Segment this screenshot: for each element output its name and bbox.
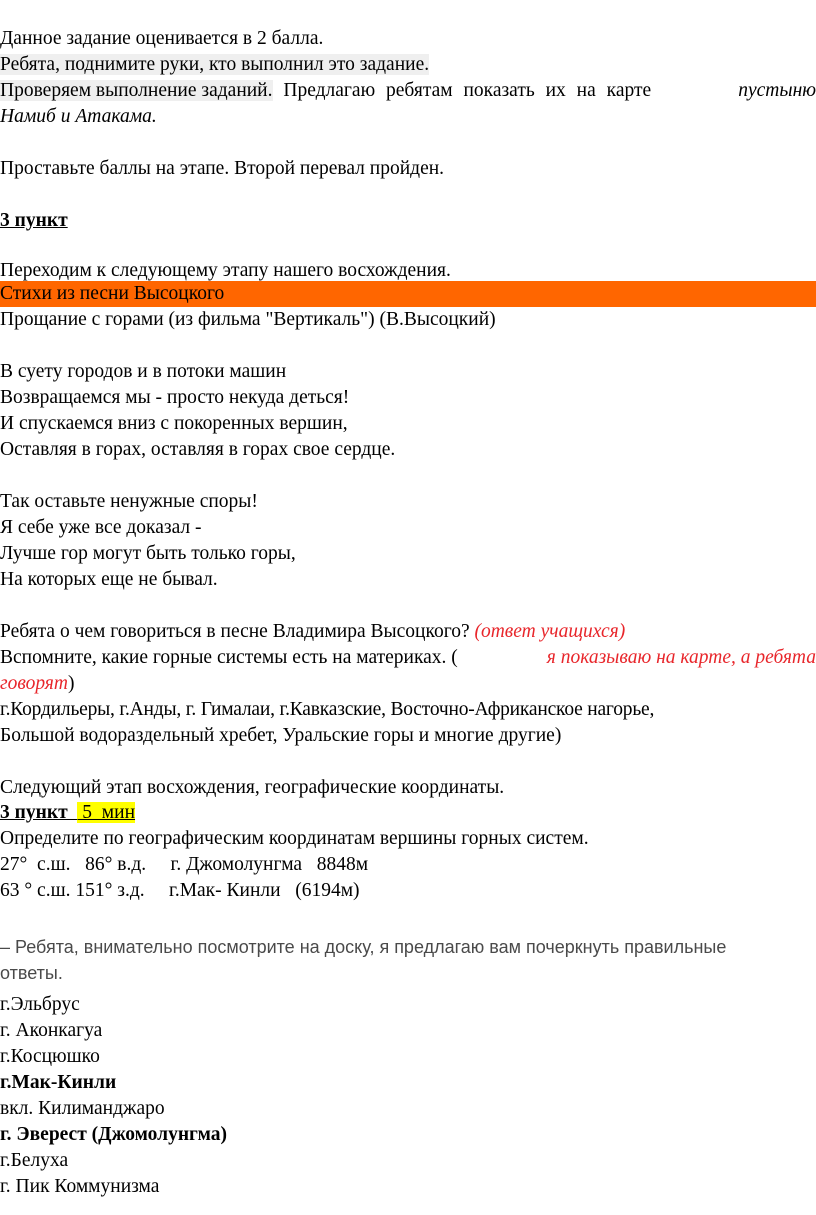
section-2-heading	[0, 800, 135, 826]
poem-line: На которых еще не бывал.	[0, 569, 218, 590]
peak-item-correct: г. Эверест (Джомолунгма)	[0, 1124, 228, 1145]
poem-line: В суету городов и в потоки машин	[0, 361, 287, 382]
intro-line-3a: Проверяем выполнение заданий.	[0, 80, 273, 101]
intro-line-2-text: Ребята, поднимите руки, кто выполнил это задание.	[0, 54, 430, 75]
question-1-text: Ребята о чем говориться в песне Владимира Высоцкого?	[0, 621, 470, 642]
poem-line: Оставляя в горах, оставляя в горах свое сердце.	[0, 439, 396, 460]
peak-item: г. Аконкагуа	[0, 1020, 103, 1041]
section-2-line-1: Следующий этап восхождения, географические координаты.	[0, 777, 505, 798]
intro-line-3b: Предлагаю ребятам показать их на карте	[272, 80, 652, 101]
intro-line-1: Данное задание оценивается в 2 балла.	[0, 28, 324, 49]
peak-item: г.Эльбрус	[0, 994, 80, 1015]
poem-line: Так оставьте ненужные споры!	[0, 491, 258, 512]
time-badge: 5 мин	[77, 802, 136, 823]
question-2-cont	[0, 671, 74, 697]
board-line-2: ответы.	[0, 963, 63, 983]
peak-item: г.Косцюшко	[0, 1046, 100, 1067]
poem-line: И спускаемся вниз с покоренных вершин,	[0, 413, 348, 434]
intro-line-5: Проставьте баллы на этапе. Второй перевал пройден.	[0, 158, 445, 179]
question-2-note: я показываю на карте, а ребята	[546, 647, 816, 668]
song-banner	[0, 281, 816, 307]
poem-line: Возвращаемся мы - просто некуда деться!	[0, 387, 350, 408]
section-1-heading: 3 пункт	[0, 210, 68, 231]
board-line-1: – Ребята, внимательно посмотрите на доску, я предлагаю вам почеркнуть правильные	[0, 937, 727, 957]
question-2-text: Вспомните, какие горные системы есть на материках. (	[0, 647, 458, 668]
poem-line: Я себе уже все доказал -	[0, 517, 202, 538]
poem-line: Лучше гор могут быть только горы,	[0, 543, 296, 564]
song-banner-text: Стихи из песни Высоцкого	[0, 281, 816, 307]
intro-line-4: Намиб и Атакама.	[0, 106, 157, 127]
intro-line-3	[0, 78, 816, 104]
answer-line-1: г.Кордильеры, г.Анды, г. Гималаи, г.Кавказские, Восточно-Африканское нагорье,	[0, 699, 655, 720]
peak-item: г.Белуха	[0, 1150, 69, 1171]
coordinate-row: 63 ° с.ш. 151° з.д. г.Мак- Кинли (6194м)	[0, 880, 360, 901]
intro-line-2	[0, 52, 429, 78]
intro-line-3c: пустыню	[738, 80, 816, 101]
peak-item-correct: г.Мак-Кинли	[0, 1072, 117, 1093]
question-2-note-2: говорят	[0, 673, 68, 694]
section-2-heading-text: 3 пункт	[0, 802, 78, 823]
question-1-note: (ответ учащихся)	[469, 621, 626, 642]
section-2-task: Определите по географическим координатам вершины горных систем.	[0, 828, 589, 849]
question-1	[0, 619, 625, 645]
song-title: Прощание с горами (из фильма "Вертикаль") (В.Высоцкий)	[0, 309, 496, 330]
answer-line-2: Большой водораздельный хребет, Уральские горы и многие другие)	[0, 725, 562, 746]
section-1-line-1: Переходим к следующему этапу нашего восхождения.	[0, 260, 451, 281]
question-2	[0, 645, 816, 671]
question-2-close: )	[67, 673, 75, 694]
peak-item: вкл. Килиманджаро	[0, 1098, 165, 1119]
coordinate-row: 27° с.ш. 86° в.д. г. Джомолунгма 8848м	[0, 854, 369, 875]
peak-item: г. Пик Коммунизма	[0, 1176, 160, 1197]
